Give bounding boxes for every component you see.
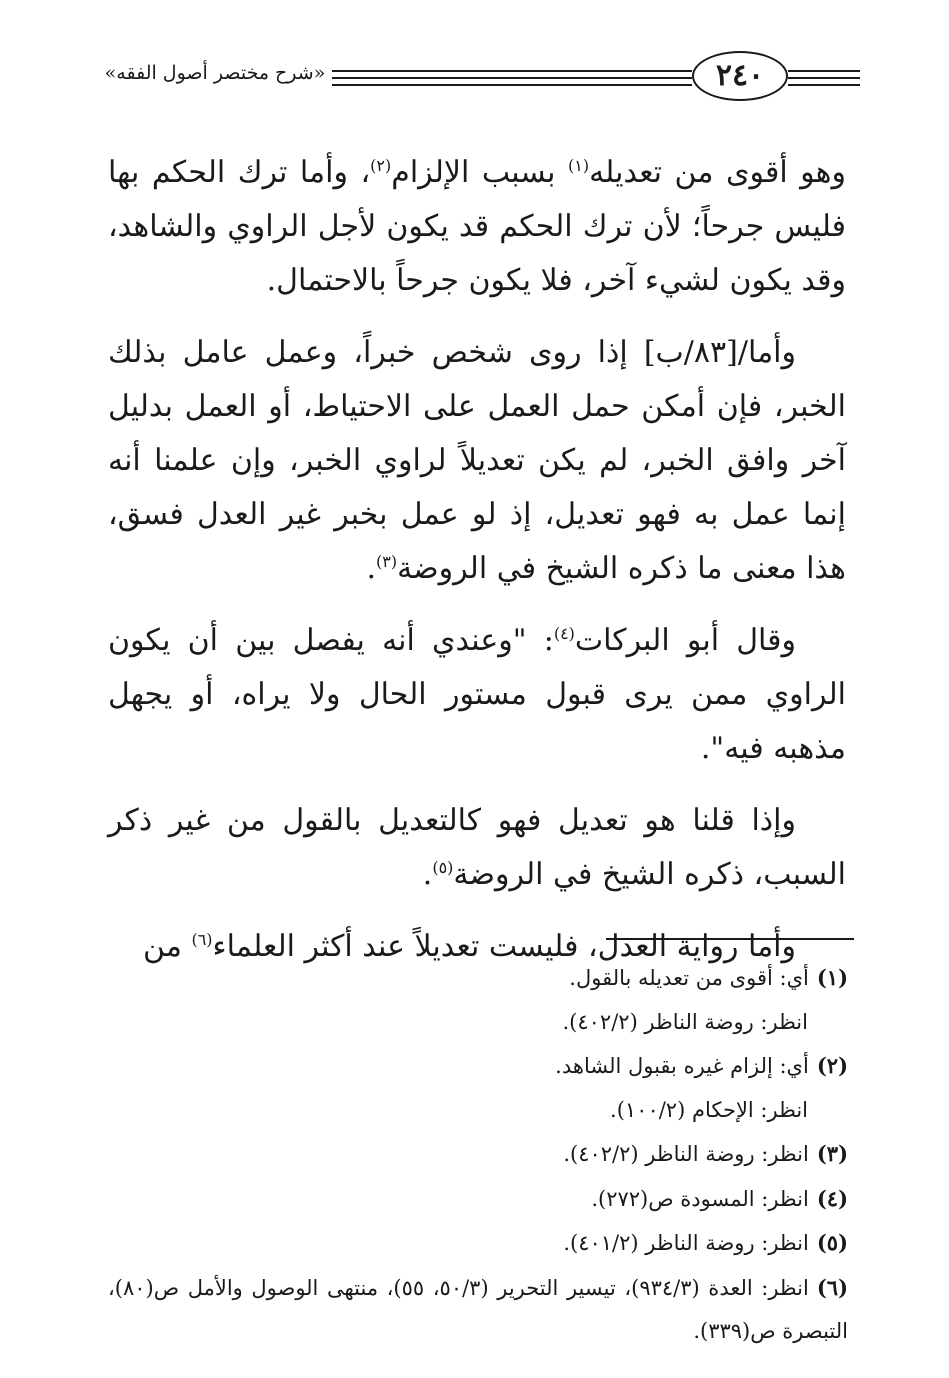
footnote-text: أي: أقوى من تعديله بالقول. [569,966,809,990]
footnote-separator [606,938,854,940]
header-rule [332,77,692,79]
header-rule [788,70,860,72]
footnote-ref: (٣) [375,552,398,571]
header-rule [788,77,860,79]
footnote-4 [108,1177,848,1222]
paragraph-4 [108,794,846,902]
main-text [108,146,846,992]
text-run: . [366,551,376,586]
footnote-text: انظر: روضة الناظر (٤٠١/٢). [563,1231,809,1255]
paragraph-1 [108,146,846,308]
footnote-text: انظر: روضة الناظر (٤٠٢/٢). [563,1142,809,1166]
footnote-text: انظر: العدة (٩٣٤/٣)، تيسير التحرير (٥٠/٣، ٥٥)، منتهى الوصول والأمل ص(٨٠)، التبصرة ص(٣٣٩). [108,1275,848,1343]
header-rule [788,84,860,86]
header-rule [332,70,692,72]
footnotes [108,956,848,1354]
text-run: بسبب الإلزام [391,155,568,190]
footnote-text: انظر: المسودة ص(٢٧٢). [591,1186,809,1211]
footnote-ref: (٦) [191,930,213,949]
footnote-3 [108,1132,848,1177]
text-run: . [422,857,433,892]
footnote-ref: (٤) [553,624,575,643]
footnote-6 [108,1266,848,1354]
text-run: : "وعندي أنه يفصل بين أن يكون الراوي ممن يرى قبول مستور الحال ولا يراه، أو يجهل مذهبه فيه". [108,623,846,766]
footnote-2 [108,1044,848,1089]
footnote-1-reference: انظر: روضة الناظر (٤٠٢/٢). [562,1009,808,1034]
header-rule [332,84,692,86]
footnote-number: (١) [816,965,848,990]
book-title: «شرح مختصر أصول الفقه» [104,62,326,84]
text-run: وهو أقوى من تعديله [589,155,846,190]
page-number: ٢٤٠ [692,51,788,101]
footnote-number: (٤) [816,1185,848,1211]
footnote-number: (٦) [816,1274,848,1300]
text-run: وقال أبو البركات [574,623,796,658]
paragraph-2 [108,326,846,596]
footnote-ref: (١) [568,156,590,175]
footnote-number: (٣) [816,1141,848,1166]
paragraph-3 [108,614,846,776]
footnote-number: (٥) [816,1230,848,1255]
text-run: وأما رواية العدل، فليست تعديلاً عند أكثر العلماء [212,929,796,964]
footnote-ref: (٥) [432,858,454,877]
text-run: وإذا قلنا هو تعديل فهو كالتعديل بالقول من غير ذكر السبب، ذكره الشيخ في الروضة [108,803,846,892]
footnote-2-reference: انظر: الإحكام (١٠٠/٢). [610,1097,808,1122]
text-run: ، وأما ترك الحكم بها فليس جرحاً؛ لأن ترك الحكم قد يكون لأجل الراوي والشاهد، وقد يكون لشيء آخر، فلا يكون جرحاً بالاحتمال. [108,155,846,298]
footnote-5 [108,1221,848,1266]
page-header [100,48,860,108]
text-run: من [142,929,192,964]
text-run: وأما/[٨٣/ب] إذا روى شخص خبراً، وعمل عامل بذلك الخبر، فإن أمكن حمل العمل على الاحتياط، أو العمل بدليل آخر وافق الخبر، لم يكن تعديلاً لراوي الخبر، وإن علمنا أنه إنما عمل به فهو تعديل، إذ لو عمل بخبر غير العدل فسق، هذا معنى ما ذكره الشيخ في الروضة [108,335,846,586]
footnote-1 [108,956,848,1001]
footnote-text: أي: إلزام غيره بقبول الشاهد. [555,1054,809,1078]
footnote-ref: (٢) [370,156,392,175]
footnote-number: (٢) [816,1053,848,1078]
